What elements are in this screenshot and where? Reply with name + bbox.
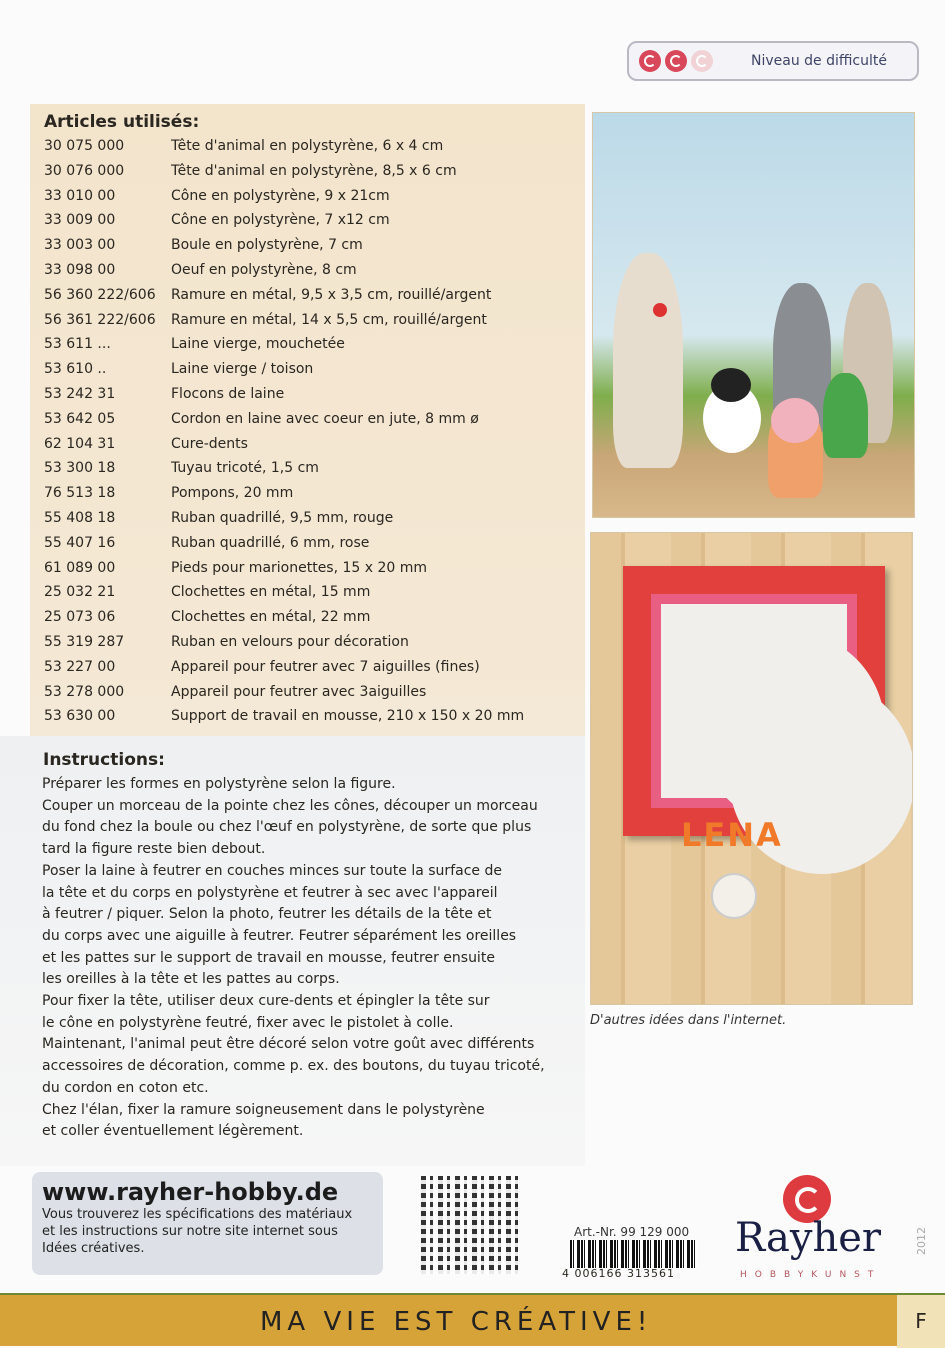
hook-knob	[711, 873, 757, 919]
difficulty-badge	[627, 41, 919, 81]
brand-logo: Rayher	[735, 1215, 882, 1261]
article-number: 33 003 00	[44, 237, 116, 254]
article-row	[44, 312, 487, 328]
instruction-line: Maintenant, l'animal peut être décoré selon votre goût avec différents	[42, 1036, 535, 1053]
instructions-title: Instructions:	[43, 750, 165, 770]
article-number: Art.-Nr. 99 129 000	[574, 1225, 690, 1239]
photo-caption: D'autres idées dans l'internet.	[590, 1013, 787, 1028]
article-description: Pieds pour marionettes, 15 x 20 mm	[171, 559, 428, 576]
instruction-line: du corps avec une aiguille à feutrer. Feutrer séparément les oreilles	[42, 927, 517, 944]
instruction-line: Préparer les formes en polystyrène selon la figure.	[42, 776, 396, 792]
instruction-line: accessoires de décoration, comme p. ex. des boutons, du tuyau tricoté,	[42, 1058, 545, 1075]
article-row	[44, 510, 393, 526]
article-number: 30 075 000	[44, 138, 125, 154]
difficulty-label: Niveau de difficulté	[751, 53, 887, 69]
article-number: 30 076 000	[44, 162, 125, 179]
article-description: Ruban quadrillé, 9,5 mm, rouge	[171, 510, 394, 526]
website-link[interactable]: www.rayher-hobby.de	[42, 1178, 339, 1206]
article-number: 56 361 222/606	[44, 311, 156, 328]
article-row	[44, 436, 248, 452]
qr-code[interactable]	[421, 1176, 519, 1274]
article-number: 55 408 18	[44, 510, 116, 526]
difficulty-rose-icon	[665, 50, 687, 72]
article-row	[44, 634, 409, 650]
article-row	[44, 485, 293, 501]
article-row	[44, 684, 426, 700]
article-row	[44, 609, 370, 625]
article-number: 55 407 16	[44, 534, 116, 551]
ean-number: 4 006166 313561	[562, 1267, 675, 1280]
article-number: 53 642 05	[44, 410, 116, 427]
instruction-line: du cordon en coton etc.	[42, 1079, 209, 1096]
brand-tagline: HOBBYKUNST	[740, 1270, 882, 1280]
article-row	[44, 560, 427, 576]
barcode	[570, 1240, 698, 1268]
instruction-line: Poser la laine à feutrer en couches minces sur toute la surface de	[42, 862, 502, 879]
article-description: Oeuf en polystyrène, 8 cm	[171, 262, 357, 278]
article-description: Ruban quadrillé, 6 mm, rose	[171, 534, 370, 551]
article-number: 53 300 18	[44, 460, 116, 477]
article-row	[44, 535, 369, 551]
article-row	[44, 361, 313, 377]
article-number: 76 513 18	[44, 485, 116, 502]
article-description: Ruban en velours pour décoration	[171, 634, 409, 650]
articles-list	[30, 104, 585, 736]
article-number: 25 073 06	[44, 609, 116, 626]
photo-felted-animals	[592, 112, 915, 518]
article-description: Tête d'animal en polystyrène, 8,5 x 6 cm	[171, 162, 457, 179]
instruction-line: tard la figure reste bien debout.	[42, 841, 266, 858]
instruction-line: Pour fixer la tête, utiliser deux cure-dents et épingler la tête sur	[42, 993, 490, 1009]
article-number: 33 098 00	[44, 262, 116, 278]
article-number: 55 319 287	[44, 634, 125, 650]
article-description: Ramure en métal, 14 x 5,5 cm, rouillé/argent	[171, 311, 487, 328]
instruction-line: le cône en polystyrène feutré, fixer avec le pistolet à colle.	[42, 1014, 454, 1031]
article-description: Appareil pour feutrer avec 3aiguilles	[171, 683, 427, 700]
article-row	[44, 584, 370, 600]
website-text-1: Vous trouverez les spécifications des matériaux	[42, 1207, 353, 1222]
website-text-2: et les instructions sur notre site internet sous	[42, 1224, 338, 1239]
website-text-3: Idées créatives.	[42, 1241, 145, 1256]
article-number: 53 278 000	[44, 683, 125, 700]
article-number: 53 227 00	[44, 658, 116, 675]
article-description: Flocons de laine	[171, 386, 285, 402]
article-description: Laine vierge, mouchetée	[171, 336, 345, 353]
slogan: MA VIE EST CRÉATIVE!	[260, 1307, 653, 1337]
article-row	[44, 386, 284, 402]
article-description: Clochettes en métal, 22 mm	[171, 609, 371, 626]
instruction-line: et coller éventuellement légèrement.	[42, 1123, 304, 1140]
article-number: 53 630 00	[44, 708, 116, 725]
article-row	[44, 336, 345, 352]
article-description: Clochettes en métal, 15 mm	[171, 584, 371, 601]
article-number: 56 360 222/606	[44, 286, 156, 303]
year: 2012	[915, 1227, 928, 1255]
article-row	[44, 188, 390, 204]
article-description: Cône en polystyrène, 9 x 21cm	[171, 187, 390, 204]
article-number: 61 089 00	[44, 559, 116, 576]
article-row	[44, 287, 491, 303]
article-number: 33 009 00	[44, 212, 116, 229]
article-number: 62 104 31	[44, 435, 116, 452]
instruction-line: Chez l'élan, fixer la ramure soigneusement dans le polystyrène	[42, 1101, 485, 1118]
article-description: Appareil pour feutrer avec 7 aiguilles (fines)	[171, 658, 480, 675]
article-description: Support de travail en mousse, 210 x 150 x 20 mm	[171, 708, 525, 725]
instruction-line: du fond chez la boule ou chez l'œuf en polystyrène, de sorte que plus	[42, 819, 532, 836]
article-description: Cône en polystyrène, 7 x12 cm	[171, 212, 390, 229]
article-description: Tête d'animal en polystyrène, 6 x 4 cm	[171, 138, 444, 154]
article-row	[44, 708, 524, 724]
article-row	[44, 659, 480, 675]
language-code: F	[897, 1295, 945, 1348]
article-description: Cordon en laine avec coeur en jute, 8 mm ø	[171, 410, 479, 427]
article-description: Laine vierge / toison	[171, 361, 314, 378]
instruction-line: Couper un morceau de la pointe chez les cônes, découper un morceau	[42, 797, 538, 814]
photo-pig-frame	[590, 532, 913, 1005]
article-number: 33 010 00	[44, 187, 116, 204]
difficulty-rose-empty-icon	[691, 50, 713, 72]
article-row	[44, 237, 363, 253]
article-description: Ramure en métal, 9,5 x 3,5 cm, rouillé/argent	[171, 286, 492, 303]
article-row	[44, 411, 479, 427]
difficulty-rose-icon	[639, 50, 661, 72]
instruction-line: les oreilles à la tête et les pattes au corps.	[42, 971, 340, 988]
instruction-line: à feutrer / piquer. Selon la photo, feutrer les détails de la tête et	[42, 906, 492, 923]
article-description: Tuyau tricoté, 1,5 cm	[171, 460, 319, 477]
article-row	[44, 212, 390, 228]
articles-title: Articles utilisés:	[44, 112, 200, 132]
article-number: 53 610 ..	[44, 361, 107, 378]
instructions	[0, 736, 585, 1166]
instruction-line: et les pattes sur le support de travail en mousse, feutrer ensuite	[42, 949, 495, 966]
article-row	[44, 262, 357, 278]
article-number: 25 032 21	[44, 584, 116, 601]
article-number: 53 242 31	[44, 386, 116, 402]
article-description: Pompons, 20 mm	[171, 485, 294, 502]
article-description: Boule en polystyrène, 7 cm	[171, 237, 363, 254]
article-number: 53 611 ...	[44, 336, 111, 353]
footer-band	[0, 1293, 945, 1346]
article-row	[44, 138, 443, 154]
instruction-line: la tête et du corps en polystyrène et feutrer à sec avec l'appareil	[42, 884, 498, 901]
name-sign: LENA	[681, 816, 783, 854]
article-row	[44, 163, 457, 179]
article-row	[44, 460, 319, 476]
article-description: Cure-dents	[171, 435, 248, 452]
website-box	[32, 1172, 383, 1275]
